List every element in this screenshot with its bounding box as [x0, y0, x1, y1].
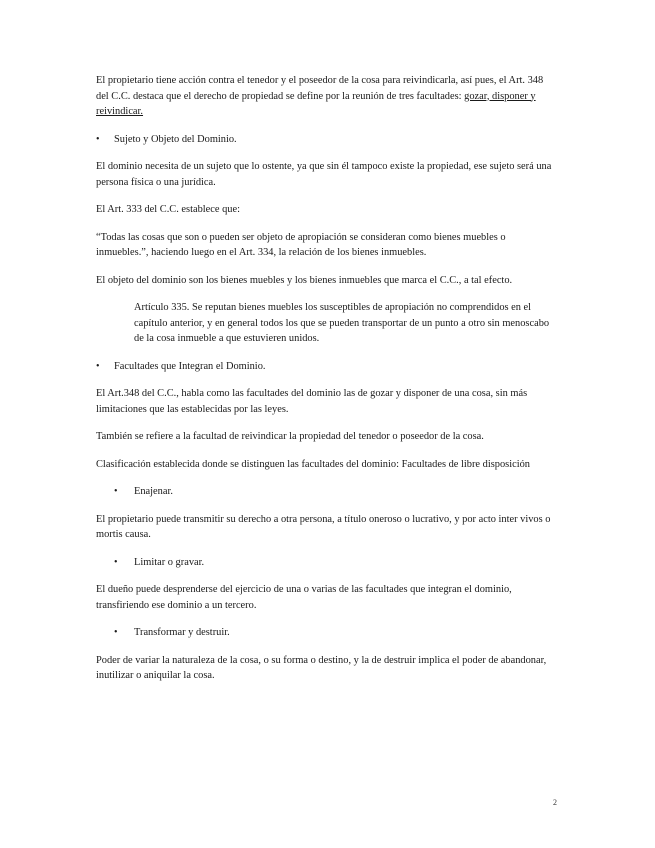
paragraph-transmitir: El propietario puede transmitir su derecho a otra persona, a título oneroso o lucrativo, y por acto inter vivos o mortis causa. [96, 513, 551, 540]
bullet-item-enajenar [96, 484, 557, 500]
heading-text: Facultades que Integran el Dominio. [114, 360, 266, 372]
item-text: Enajenar. [134, 486, 173, 497]
paragraph-variar: Poder de variar la naturaleza de la cosa, o su forma o destino, y la de destruir implica el poder de abandonar, inutilizar o aniquilar la cosa. [96, 654, 547, 681]
item-text: Transformar y destruir. [134, 627, 230, 638]
item-text: Limitar o gravar. [134, 556, 205, 568]
paragraph-desprenderse: El dueño puede desprenderse del ejercicio de una o varias de las facultades que integran el dominio, transfiriendo ese dominio a un tercero. [96, 584, 512, 611]
paragraph-art-333: El Art. 333 del C.C. establece que: [96, 204, 240, 215]
paragraph-art-348: El Art.348 del C.C., habla como las facultades del dominio las de gozar y disponer de una cosa, sin más limitaciones que las establecidas por las leyes. [96, 388, 528, 415]
bullet-item-transformar [96, 625, 557, 641]
paragraph-reivindicar: También se refiere a la facultad de reivindicar la propiedad del tenedor o poseedor de la cosa. [96, 431, 484, 442]
bullet-icon: • [96, 133, 100, 145]
underlined-facultades: gozar, disponer y reivindicar. [96, 90, 536, 117]
bullet-icon: • [114, 556, 118, 568]
paragraph-derecho-propiedad [96, 73, 557, 120]
quote-articulo-335: Artículo 335. Se reputan bienes muebles los susceptibles de apropiación no comprendidos en el capítulo anterior, y en general todos los que se pueden transportar de un punto a otro sin menoscabo de la cosa inmueble a que estuvieren unidos. [134, 302, 550, 344]
bullet-icon: • [114, 627, 118, 638]
heading-text: Sujeto y Objeto del Dominio. [114, 133, 237, 145]
bullet-heading-sujeto-objeto [96, 132, 557, 148]
paragraph-text: El propietario tiene acción contra el tenedor y el poseedor de la cosa para reivindicarla, así pues, el Art. 348 del C.C. destaca que el derecho de propiedad se define por la reunión de tres facultades: [96, 75, 544, 102]
paragraph-sujeto: El dominio necesita de un sujeto que lo ostente, ya que sin él tampoco existe la propiedad, ese sujeto será una persona física o una jurídica. [96, 161, 552, 188]
paragraph-cita-bienes: “Todas las cosas que son o pueden ser objeto de apropiación se consideran como bienes muebles o inmuebles.”, haciendo luego en el Art. 334, la relación de los bienes inmuebles. [96, 231, 506, 258]
paragraph-clasificacion: Clasificación establecida donde se distinguen las facultades del dominio: Facultades de libre disposición [96, 458, 530, 470]
bullet-heading-facultades [96, 359, 557, 375]
page-number: 2 [553, 798, 557, 807]
bullet-icon: • [96, 360, 100, 372]
bullet-item-limitar [96, 555, 557, 571]
bullet-icon: • [114, 486, 118, 497]
paragraph-objeto: El objeto del dominio son los bienes muebles y los bienes inmuebles que marca el C.C., a tal efecto. [96, 274, 513, 286]
